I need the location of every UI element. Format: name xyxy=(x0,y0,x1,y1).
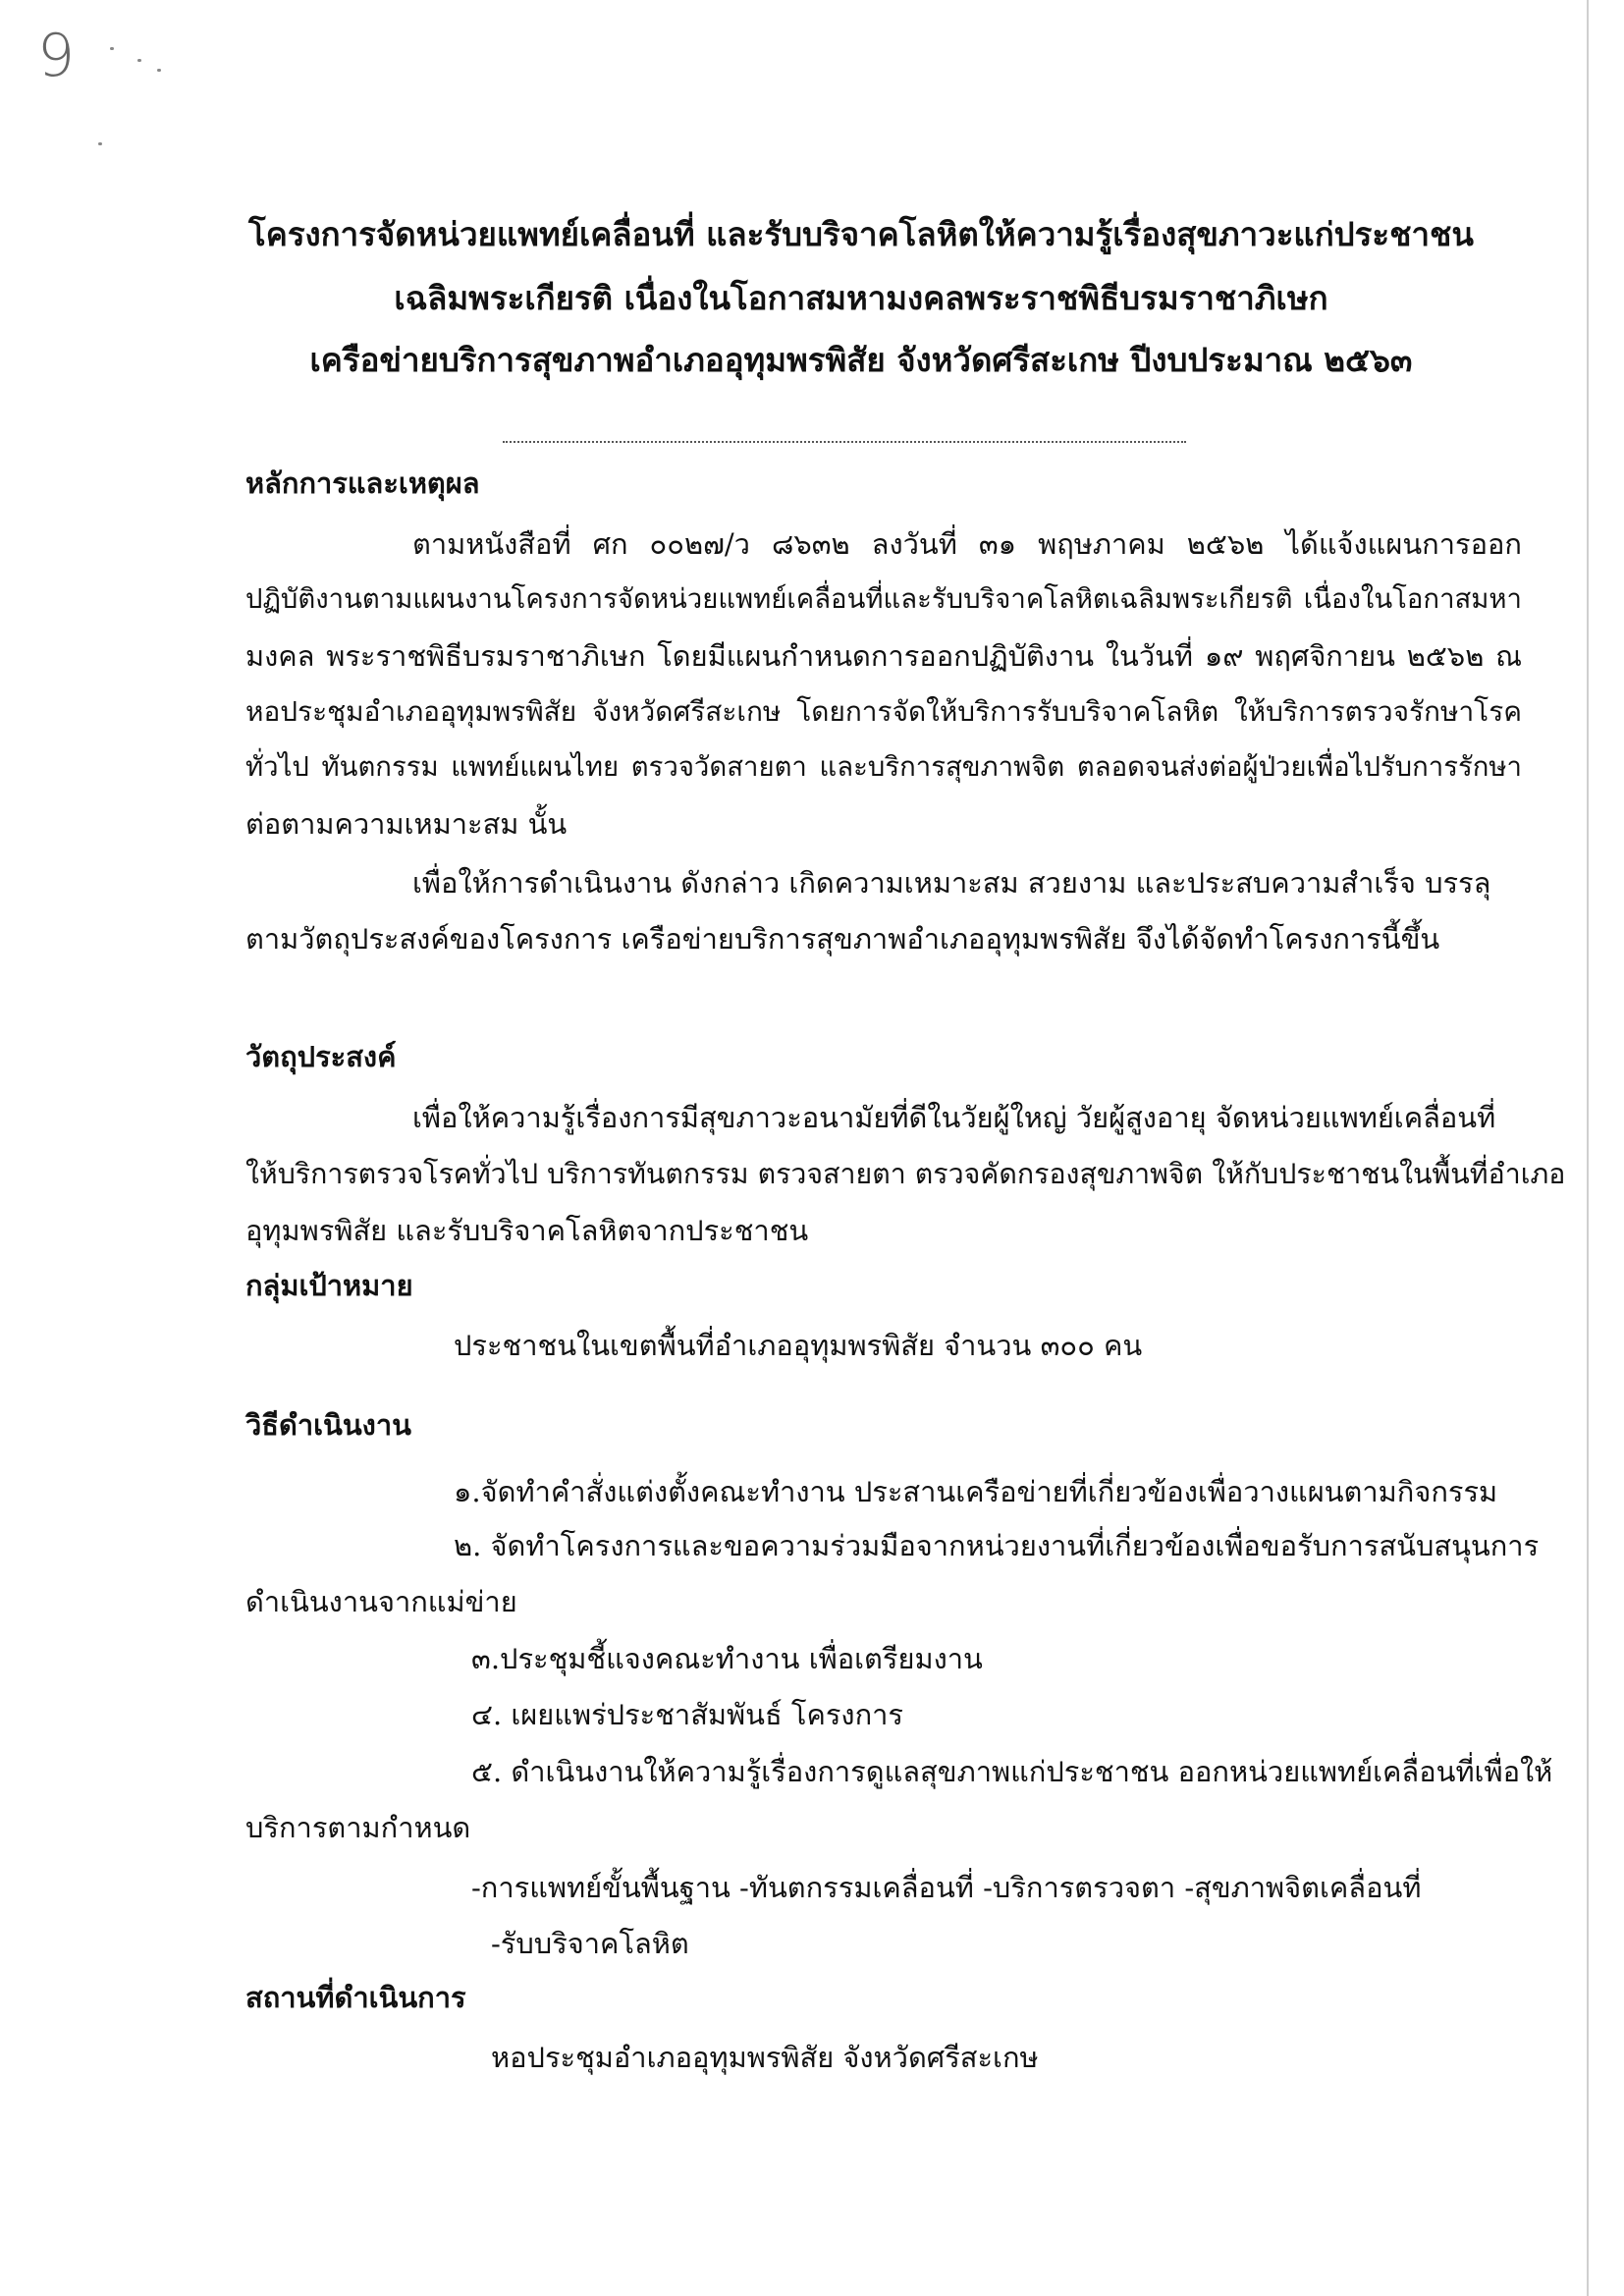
method-step-2: ๒. จัดทำโครงการและขอความร่วมมือจากหน่วยงานที่เกี่ยวข้องเพื่อขอรับการสนับสนุนการ xyxy=(454,1529,1540,1562)
paragraph-line: หอประชุมอำเภออุทุมพรพิสัย จังหวัดศรีสะเกษ โดยการจัดให้บริการรับบริจาคโลหิต ให้บริการตรวจรักษาโรค xyxy=(245,695,1522,728)
method-step-1: ๑.จัดทำคำสั่งแต่งตั้งคณะทำงาน ประสานเครือข่ายที่เกี่ยวข้องเพื่อวางแผนตามกิจกรรม xyxy=(454,1475,1498,1508)
section-heading-methods: วิธีดำเนินงาน xyxy=(245,1408,411,1442)
document-title-line-1: โครงการจัดหน่วยแพทย์เคลื่อนที่ และรับบริจาคโลหิตให้ความรู้เรื่องสุขภาวะแก่ประชาชน xyxy=(248,215,1474,253)
section-heading-location: สถานที่ดำเนินการ xyxy=(245,1981,466,2014)
document-title-line-2: เฉลิมพระเกียรติ เนื่องในโอกาสมหามงคลพระราชพิธีบรมราชาภิเษก xyxy=(394,279,1328,317)
method-step-3: ๓.ประชุมชี้แจงคณะทำงาน เพื่อเตรียมงาน xyxy=(471,1642,983,1675)
paragraph-line: อุทุมพรพิสัย และรับบริจาคโลหิตจากประชาชน xyxy=(245,1214,809,1247)
section-heading-principles: หลักการและเหตุผล xyxy=(245,466,480,500)
paragraph-line: เพื่อให้ความรู้เรื่องการมีสุขภาวะอนามัยที่ดีในวัยผู้ใหญ่ วัยผู้สูงอายุ จัดหน่วยแพทย์เคลื่อนที่ xyxy=(412,1101,1496,1134)
paragraph-line: มงคล พระราชพิธีบรมราชาภิเษก โดยมีแผนกำหนดการออกปฏิบัติงาน ในวันที่ ๑๙ พฤศจิกายน ๒๕๖๒ ณ xyxy=(245,639,1522,673)
target-description: ประชาชนในเขตพื้นที่อำเภออุทุมพรพิสัย จำนวน ๓๐๐ คน xyxy=(454,1329,1143,1362)
paragraph-line: ทั่วไป ทันตกรรม แพทย์แผนไทย ตรวจวัดสายตา และบริการสุขภาพจิต ตลอดจนส่งต่อผู้ป่วยเพื่อไปรับการรักษา xyxy=(245,751,1522,783)
method-step-4: ๔. เผยแพร่ประชาสัมพันธ์ โครงการ xyxy=(471,1698,903,1731)
service-list-line-2: -รับบริจาคโลหิต xyxy=(491,1927,689,1960)
paragraph-line: ต่อตามความเหมาะสม นั้น xyxy=(245,807,568,841)
scan-speck xyxy=(157,69,161,72)
scan-speck xyxy=(137,59,141,62)
document-title-line-3: เครือข่ายบริการสุขภาพอำเภออุทุมพรพิสัย จังหวัดศรีสะเกษ ปีงบประมาณ ๒๕๖๓ xyxy=(309,341,1413,379)
method-step-5-continued: บริการตามกำหนด xyxy=(245,1811,471,1844)
section-heading-target: กลุ่มเป้าหมาย xyxy=(245,1269,413,1302)
scan-speck xyxy=(110,47,114,50)
section-heading-objectives: วัตถุประสงค์ xyxy=(245,1040,397,1073)
location-description: หอประชุมอำเภออุทุมพรพิสัย จังหวัดศรีสะเกษ xyxy=(491,2041,1039,2074)
paragraph-line: ตามวัตถุประสงค์ของโครงการ เครือข่ายบริการสุขภาพอำเภออุทุมพรพิสัย จึงได้จัดทำโครงการนี้ขึ้น xyxy=(245,922,1440,956)
paragraph-line: ให้บริการตรวจโรคทั่วไป บริการทันตกรรม ตรวจสายตา ตรวจคัดกรองสุขภาพจิต ให้กับประชาชนในพื้นที่อำเภอ xyxy=(245,1158,1566,1190)
scan-speck xyxy=(98,142,102,145)
method-step-5: ๕. ดำเนินงานให้ความรู้เรื่องการดูแลสุขภาพแก่ประชาชน ออกหน่วยแพทย์เคลื่อนที่เพื่อให้ xyxy=(471,1755,1553,1788)
paragraph-line: ตามหนังสือที่ ศก ๐๐๒๗/ว ๘๖๓๒ ลงวันที่ ๓๑ พฤษภาคม ๒๕๖๒ ได้แจ้งแผนการออก xyxy=(412,527,1522,561)
title-divider xyxy=(503,441,1186,443)
scan-edge xyxy=(1587,0,1589,2296)
method-step-2-continued: ดำเนินงานจากแม่ข่าย xyxy=(245,1585,517,1618)
paragraph-line: เพื่อให้การดำเนินงาน ดังกล่าว เกิดความเหมาะสม สวยงาม และประสบความสำเร็จ บรรลุ xyxy=(412,866,1491,900)
paragraph-line: ปฏิบัติงานตามแผนงานโครงการจัดหน่วยแพทย์เคลื่อนที่และรับบริจาคโลหิตเฉลิมพระเกียรติ เนื่องในโอกาสมหา xyxy=(245,583,1522,615)
handwritten-page-mark: 9 xyxy=(37,22,76,90)
service-list-line-1: -การแพทย์ขั้นพื้นฐาน -ทันตกรรมเคลื่อนที่ -บริการตรวจตา -สุขภาพจิตเคลื่อนที่ xyxy=(471,1871,1422,1904)
